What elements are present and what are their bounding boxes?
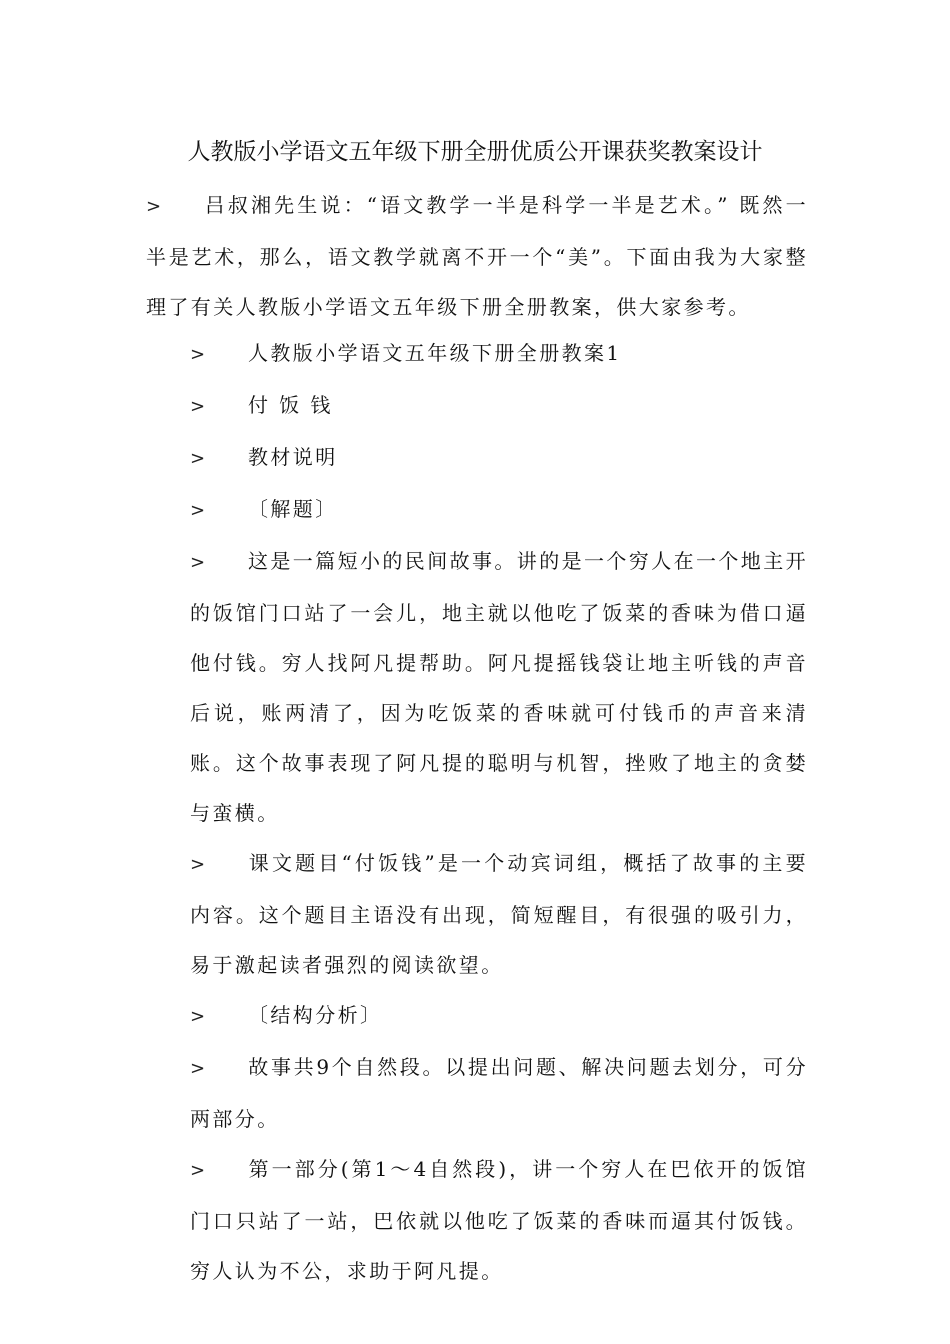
bullet-icon: > — [190, 396, 208, 417]
bullet-icon: > — [190, 1006, 208, 1027]
page-title: 人教版小学语文五年级下册全册优质公开课获奖教案设计 — [187, 139, 763, 165]
intro-text: 吕叔湘先生说：“语文教学一半是科学一半是艺术。” 既然一半是艺术，那么，语文教学就离不开一个“美”。下面由我为大家整理了有关人教版小学语文五年级下册全册教案，供大家参考。 — [146, 193, 808, 319]
document-body — [146, 180, 808, 332]
document-paragraphs — [146, 328, 808, 1296]
paragraph — [146, 328, 808, 380]
bullet-icon: > — [190, 1160, 208, 1181]
bullet-icon: > — [190, 344, 208, 365]
section-heading: 教材说明 — [248, 445, 338, 469]
intro-paragraph — [146, 180, 808, 332]
paragraph — [146, 838, 808, 990]
paragraph-text: 故事共9个自然段。以提出问题、解决问题去划分，可分两部分。 — [190, 1055, 808, 1131]
paragraph — [146, 432, 808, 484]
paragraph — [146, 536, 808, 838]
lesson-title: 付 饭 钱 — [248, 393, 333, 417]
bullet-icon: > — [190, 500, 208, 521]
paragraph — [146, 484, 808, 536]
bullet-icon: > — [190, 1058, 208, 1079]
bullet-icon: > — [190, 854, 208, 875]
section-heading: 〔解题〕 — [248, 497, 338, 521]
bullet-icon: > — [190, 448, 208, 469]
bullet-icon: > — [190, 552, 208, 573]
paragraph-text: 这是一篇短小的民间故事。讲的是一个穷人在一个地主开的饭馆门口站了一会儿，地主就以他吃了饭菜的香味为借口逼他付钱。穷人找阿凡提帮助。阿凡提摇钱袋让地主听钱的声音后说，账两清了，因为吃饭菜的香味就可付钱币的声音来清账。这个故事表现了阿凡提的聪明与机智，挫败了地主的贪婪与蛮横。 — [190, 549, 808, 825]
section-heading: 〔结构分析〕 — [248, 1003, 383, 1027]
bullet-icon: > — [146, 196, 164, 217]
paragraph — [146, 1042, 808, 1144]
paragraph-text: 课文题目“付饭钱”是一个动宾词组，概括了故事的主要内容。这个题目主语没有出现，简短醒目，有很强的吸引力，易于激起读者强烈的阅读欲望。 — [190, 851, 808, 977]
paragraph-text: 人教版小学语文五年级下册全册教案1 — [248, 341, 622, 365]
paragraph — [146, 380, 808, 432]
paragraph — [146, 1144, 808, 1296]
paragraph-text: 第一部分(第1～4自然段)，讲一个穷人在巴依开的饭馆门口只站了一站，巴依就以他吃了饭菜的香味而逼其付饭钱。穷人认为不公，求助于阿凡提。 — [190, 1157, 808, 1283]
paragraph — [146, 990, 808, 1042]
